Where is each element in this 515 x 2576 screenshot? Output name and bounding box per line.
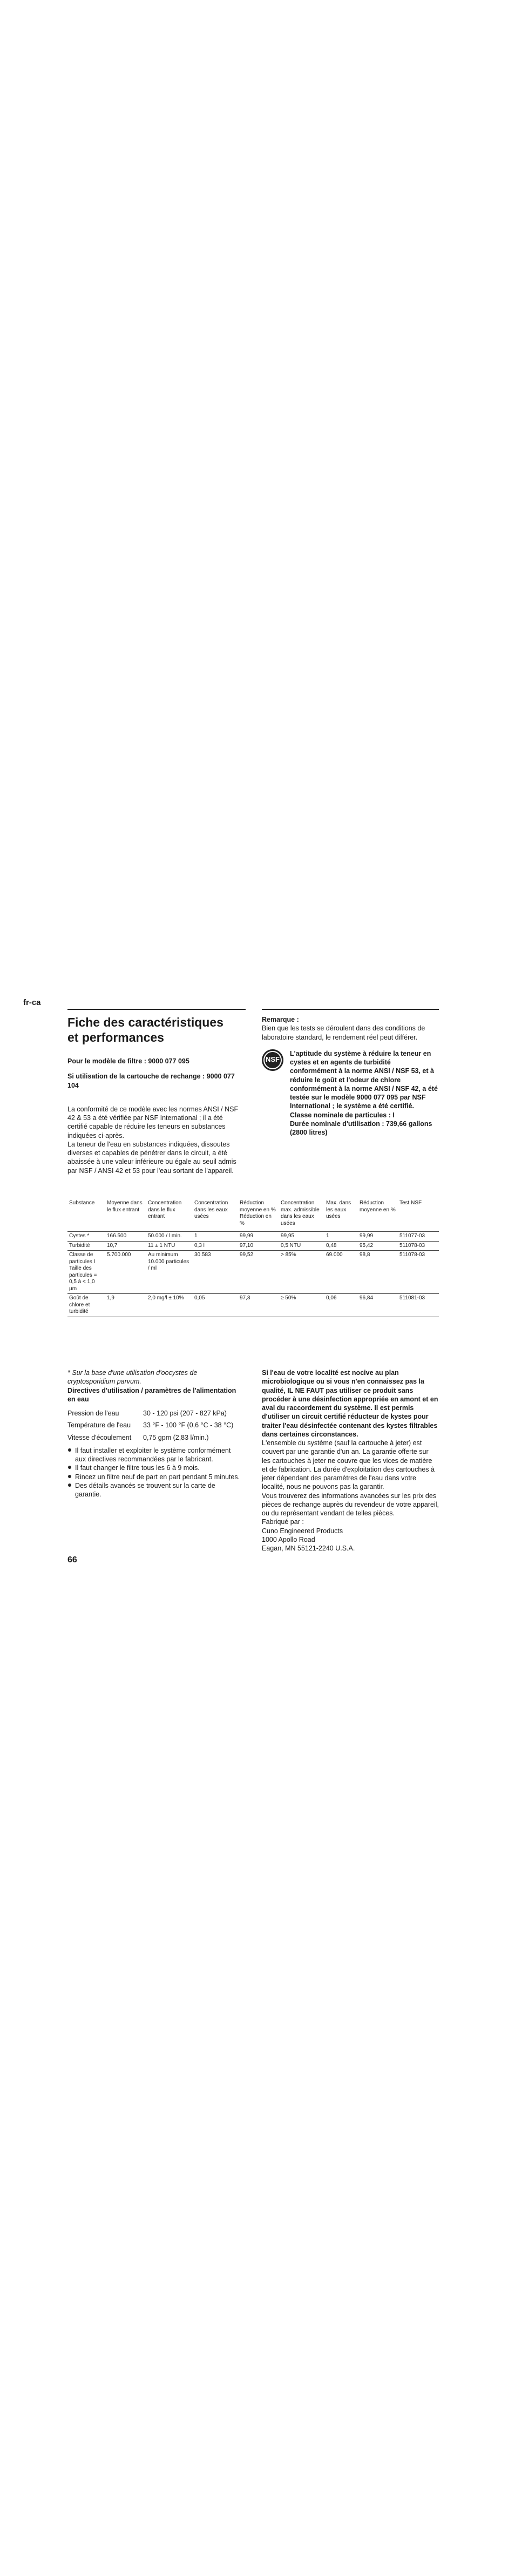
left-column [67,1015,243,1175]
param-value: 33 °F - 100 °F (0,6 °C - 38 °C) [143,1421,234,1429]
performance-table [67,1199,439,1317]
list-item: Il faut installer et exploiter le système conformément aux directives recommandées par le fabricant. [67,1446,243,1464]
param-value: 0,75 gpm (2,83 l/min.) [143,1433,209,1441]
column-header: Max. dans les eaux usées [324,1199,358,1232]
nsf-certification-text: L'aptitude du système à réduire la teneur en cystes et en agents de turbidité conformément à la norme ANSI / NSF 53, et à réduire le goût et l'odeur de chlore conformément à la norme ANSI / NSF 42, a été testée sur le modèle 9000 077 095 par NSF International ; le système a été certifié. [290,1049,438,1110]
table-cell: ≥ 50% [279,1294,324,1317]
right-column [262,1015,439,1137]
page-number: 66 [67,1555,77,1565]
title-line-2: et performances [67,1030,164,1044]
table-cell: 0,3 l [193,1241,238,1251]
param-row [67,1409,243,1418]
table-cell: 96,84 [358,1294,398,1317]
table-cell: 11 ± 1 NTU [146,1241,193,1251]
table-cell: > 85% [279,1251,324,1294]
table-cell: 1 [193,1232,238,1242]
table-cell: 0,06 [324,1294,358,1317]
table-cell: 98,8 [358,1251,398,1294]
table-cell: 99,52 [238,1251,279,1294]
directives-title: Directives d'utilisation / paramètres de l'alimentation en eau [67,1386,236,1403]
title-line-1: Fiche des caractéristiques [67,1015,223,1029]
table-cell: 30.583 [193,1251,238,1294]
param-label: Vitesse d'écoulement [67,1433,132,1441]
list-item: Il faut changer le filtre tous les 6 à 9 mois. [67,1464,243,1472]
param-label: Pression de l'eau [67,1410,119,1417]
param-row [67,1421,243,1429]
remark-text: Bien que les tests se déroulent dans des conditions de laboratoire standard, le rendement réel peut différer. [262,1024,425,1041]
warranty-paragraph: L'ensemble du système (sauf la cartouche à jeter) est couvert par une garantie d'un an. La garantie offerte sur les cartouches à jeter ne couvre que les vices de matière et de fabrication. La durée d'exploitation des cartouches à jeter dépendant des paramètres de l'eau dans votre localité, nous ne pouvons pas la garantir. [262,1439,435,1491]
table-cell: 99,95 [279,1232,324,1242]
page-title [67,1015,243,1045]
manufacturer-street: 1000 Apollo Road [262,1535,315,1543]
column-header: Concentration max. admissible dans les eaux usées [279,1199,324,1232]
param-value: 30 - 120 psi (207 - 827 kPa) [143,1410,227,1417]
table-row [67,1251,439,1294]
list-item: Rincez un filtre neuf de part en part pendant 5 minutes. [67,1473,243,1481]
table-cell: 99,99 [238,1232,279,1242]
table-cell: 0,5 NTU [279,1241,324,1251]
table-cell: 95,42 [358,1241,398,1251]
table-cell: 69.000 [324,1251,358,1294]
filter-model: Pour le modèle de filtre : 9000 077 095 [67,1057,189,1066]
section-rule-right [262,1009,439,1010]
column-header: Substance [67,1199,105,1232]
spare-parts-paragraph: Vous trouverez des informations avancées sur les prix des pièces de rechange auprès du revendeur de votre appareil, ou du représentant vendant de telles pièces. [262,1492,439,1517]
microbiological-warning: Si l'eau de votre localité est nocive au plan microbiologique ou si vous n'en connaissez pas la qualité, IL NE FAUT pas utiliser ce produit sans procéder à une désinfection appropriée en amont et en aval du raccordement du système. Il est permis d'utiliser un circuit certifié réducteur de kystes pour traiter l'eau désinfectée contenant des kystes filtrables dans certaines circonstances. [262,1369,438,1438]
manufacturer-city: Eagan, MN 55121-2240 U.S.A. [262,1545,355,1552]
manufacturer-name: Cuno Engineered Products [262,1527,343,1535]
nsf-certification [262,1049,439,1137]
table-cell: 1 [324,1232,358,1242]
language-code: fr-ca [23,998,41,1007]
column-header: Réduction moyenne en % [358,1199,398,1232]
table-cell: 0,48 [324,1241,358,1251]
table-cell: 511078-03 [398,1241,439,1251]
lower-left-column [67,1368,243,1499]
table-row [67,1294,439,1317]
table-cell: 511077-03 [398,1232,439,1242]
column-header: Réduction moyenne en % Réduction en % [238,1199,279,1232]
table-cell: 2,0 mg/l ± 10% [146,1294,193,1317]
table-row [67,1232,439,1242]
cyst-footnote: * Sur la base d'une utilisation d'oocystes de cryptosporidium parvum. [67,1369,198,1386]
param-row [67,1433,243,1442]
manufacturer-label: Fabriqué par : [262,1518,304,1526]
instructions-list [67,1446,243,1499]
table-cell: 50.000 / l min. [146,1232,193,1242]
rated-capacity: Durée nominale d'utilisation : 739,66 gallons (2800 litres) [290,1120,432,1136]
table-cell: 10,7 [105,1241,146,1251]
lower-right-column [262,1368,439,1553]
param-label: Température de l'eau [67,1421,131,1429]
table-cell: 99,99 [358,1232,398,1242]
reduction-paragraph: La teneur de l'eau en substances indiquées, dissoutes diverses et capables de pénétrer dans le circuit, a été abaissée à une valeur inférieure ou égale au seuil admis par NSF / ANSI 42 et 53 pour l'eau sortant de l'appareil. [67,1140,236,1175]
column-header: Concentration dans les eaux usées [193,1199,238,1232]
column-header: Test NSF [398,1199,439,1232]
column-header: Concentration dans le flux entrant [146,1199,193,1232]
table-cell: Cystes * [67,1232,105,1242]
table-cell: 511078-03 [398,1251,439,1294]
table-cell: Au minimum 10.000 particules / ml [146,1251,193,1294]
table-header-row [67,1199,439,1232]
table-cell: 511081-03 [398,1294,439,1317]
table-cell: 97,3 [238,1294,279,1317]
remark-title: Remarque : [262,1016,299,1023]
table-cell: 166.500 [105,1232,146,1242]
table-cell: Turbidité [67,1241,105,1251]
table-cell: 5.700.000 [105,1251,146,1294]
table-cell: 0,05 [193,1294,238,1317]
table-cell: Goût de chlore et turbidité [67,1294,105,1317]
table-cell: 97,10 [238,1241,279,1251]
list-item: Des détails avancés se trouvent sur la carte de garantie. [67,1481,243,1499]
table-cell: 1,9 [105,1294,146,1317]
table-row [67,1241,439,1251]
conformity-paragraph: La conformité de ce modèle avec les normes ANSI / NSF 42 & 53 a été vérifiée par NSF International ; il a été certifié capable de réduire les teneurs en substances indiquées ci-après. [67,1105,239,1139]
nsf-logo-icon: NSF [262,1049,283,1071]
table-cell: Classe de particules I Taille des particules = 0,5 à < 1,0 µm [67,1251,105,1294]
column-header: Moyenne dans le flux entrant [105,1199,146,1232]
section-rule-left [67,1009,246,1010]
particle-class-rating: Classe nominale de particules : I [290,1111,395,1119]
replacement-cartridge: Si utilisation de la cartouche de rechange : 9000 077 104 [67,1073,235,1089]
